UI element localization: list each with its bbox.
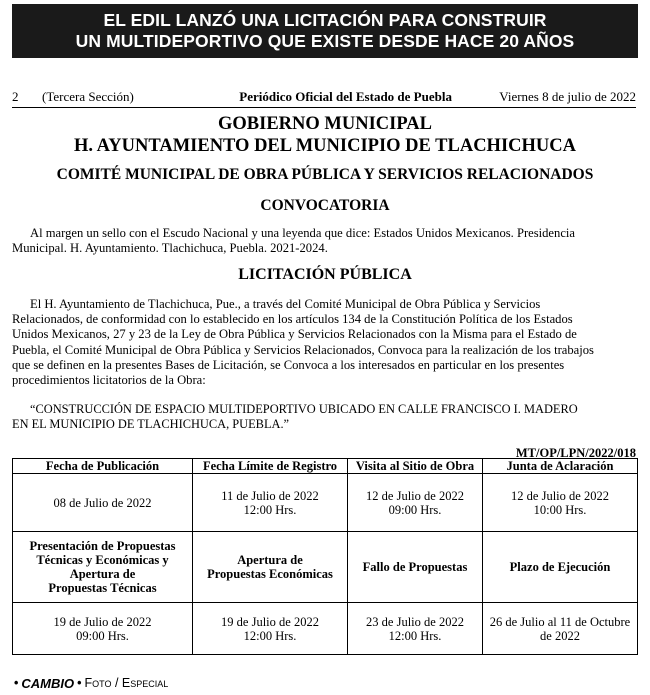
cell-line: 09:00 Hrs. <box>76 628 129 643</box>
cell-line: Apertura de <box>69 567 136 581</box>
headline-line-1: EL EDIL LANZÓ UNA LICITACIÓN PARA CONSTRUIR <box>103 10 547 30</box>
cell-line: 12:00 Hrs. <box>388 628 442 643</box>
cell-line: 12:00 Hrs. <box>243 502 297 517</box>
cell-line: 19 de Julio de 2022 <box>53 614 152 629</box>
header-apertura <box>193 532 348 603</box>
schedule-table <box>12 458 638 655</box>
header-aclaracion: Junta de Aclaración <box>483 459 638 474</box>
reference-number: MT/OP/LPN/2022/018 <box>515 446 636 460</box>
separator-dot: • <box>77 676 82 690</box>
paragraph-line: Municipal. H. Ayuntamiento. Tlachichuca, Puebla. 2021-2024. <box>12 241 328 256</box>
obra-line: EN EL MUNICIPIO DE TLACHICHUCA, PUEBLA.” <box>12 417 290 432</box>
cell-line: Plazo de Ejecución <box>509 560 611 574</box>
cell-line: Presentación de Propuestas <box>29 539 176 553</box>
credit-text: Foto / Especial <box>84 676 169 690</box>
paragraph-line: Relacionados, de conformidad con lo establecido en los artículos 134 de la Constitución Política de los Estados <box>12 312 573 327</box>
paragraph-line: que se definen en la presentes Bases de Licitación, se Convoca a los interesados en particular en los presentes <box>12 357 565 372</box>
brand-name: CAMBIO <box>21 675 75 691</box>
cell-visita-date <box>348 474 483 532</box>
obra-title <box>12 402 636 432</box>
paragraph-line: Puebla, el Comité Municipal de Obra Pública y Servicios Relacionados, Convoca para la realización de los trabajos <box>12 342 594 357</box>
cell-line: Técnicas y Económicas y <box>36 553 169 567</box>
cell-line: 26 de Julio al 11 de Octubre <box>489 614 631 629</box>
heading-licitacion: LICITACIÓN PÚBLICA <box>238 266 412 283</box>
obra-line: “CONSTRUCCIÓN DE ESPACIO MULTIDEPORTIVO UBICADO EN CALLE FRANCISCO I. MADERO <box>30 402 578 416</box>
cell-line: Propuestas Técnicas <box>48 581 157 595</box>
heading-convocatoria: CONVOCATORIA <box>260 197 390 214</box>
cell-line: 09:00 Hrs. <box>388 502 442 517</box>
headline-line-2: UN MULTIDEPORTIVO QUE EXISTE DESDE HACE 20 AÑOS <box>75 31 575 51</box>
cell-presentacion-date <box>13 603 193 655</box>
page-number: 2 <box>12 89 19 104</box>
cell-line: 08 de Julio de 2022 <box>53 495 152 510</box>
paragraph-line: Al margen un sello con el Escudo Nacional y una leyenda que dice: Estados Unidos Mexicanos. Presidencia <box>30 226 575 240</box>
cell-line: 11 de Julio de 2022 <box>221 488 319 503</box>
paragraph-line: El H. Ayuntamiento de Tlachichuca, Pue., a través del Comité Municipal de Obra Pública y Servicios <box>30 297 541 311</box>
cell-aclaracion-date <box>483 474 638 532</box>
seal-paragraph <box>12 226 636 256</box>
cell-plazo-dates <box>483 603 638 655</box>
publication-name: Periódico Oficial del Estado de Puebla <box>239 89 452 104</box>
paragraph-line: Unidos Mexicanos, 27 y 23 de la Ley de Obra Pública y Servicios Relacionados con la Misma para el Estado de <box>12 327 577 342</box>
cell-line: 19 de Julio de 2022 <box>221 614 319 629</box>
cell-line: Propuestas Económicas <box>207 567 333 581</box>
header-visita: Visita al Sitio de Obra <box>348 459 483 474</box>
cell-line: 12 de Julio de 2022 <box>511 488 609 503</box>
cell-fallo-date <box>348 603 483 655</box>
cell-apertura-date <box>193 603 348 655</box>
bullet-icon: • <box>14 676 19 690</box>
cell-line: Fallo de Propuestas <box>362 560 468 574</box>
table-row <box>13 474 638 532</box>
section-label: (Tercera Sección) <box>42 89 134 104</box>
cell-line: 10:00 Hrs. <box>533 502 587 517</box>
paragraph-line: procedimientos licitatorios de la Obra: <box>12 373 206 388</box>
header-registro: Fecha Límite de Registro <box>193 459 348 474</box>
header-fallo <box>348 532 483 603</box>
table-row <box>13 532 638 603</box>
table-row <box>13 459 638 474</box>
convocation-paragraph <box>12 297 636 388</box>
header-publicacion: Fecha de Publicación <box>13 459 193 474</box>
heading-gobierno: GOBIERNO MUNICIPAL <box>218 114 432 134</box>
cell-registro-date <box>193 474 348 532</box>
photo-credit <box>14 675 168 691</box>
publication-date: Viernes 8 de julio de 2022 <box>499 89 636 104</box>
cell-publicacion-date <box>13 474 193 532</box>
cell-line: Apertura de <box>237 553 303 567</box>
header-presentacion <box>13 532 193 603</box>
cell-line: 23 de Julio de 2022 <box>366 614 464 629</box>
running-head <box>12 88 636 106</box>
header-rule <box>12 107 636 108</box>
heading-comite: COMITÉ MUNICIPAL DE OBRA PÚBLICA Y SERVICIOS RELACIONADOS <box>56 166 594 183</box>
cell-line: 12 de Julio de 2022 <box>366 488 464 503</box>
table-row <box>13 603 638 655</box>
cell-line: 12:00 Hrs. <box>243 628 297 643</box>
header-plazo <box>483 532 638 603</box>
cell-line: de 2022 <box>540 628 580 643</box>
headline-banner <box>12 4 638 58</box>
heading-ayuntamiento: H. AYUNTAMIENTO DEL MUNICIPIO DE TLACHICHUCA <box>74 136 576 156</box>
